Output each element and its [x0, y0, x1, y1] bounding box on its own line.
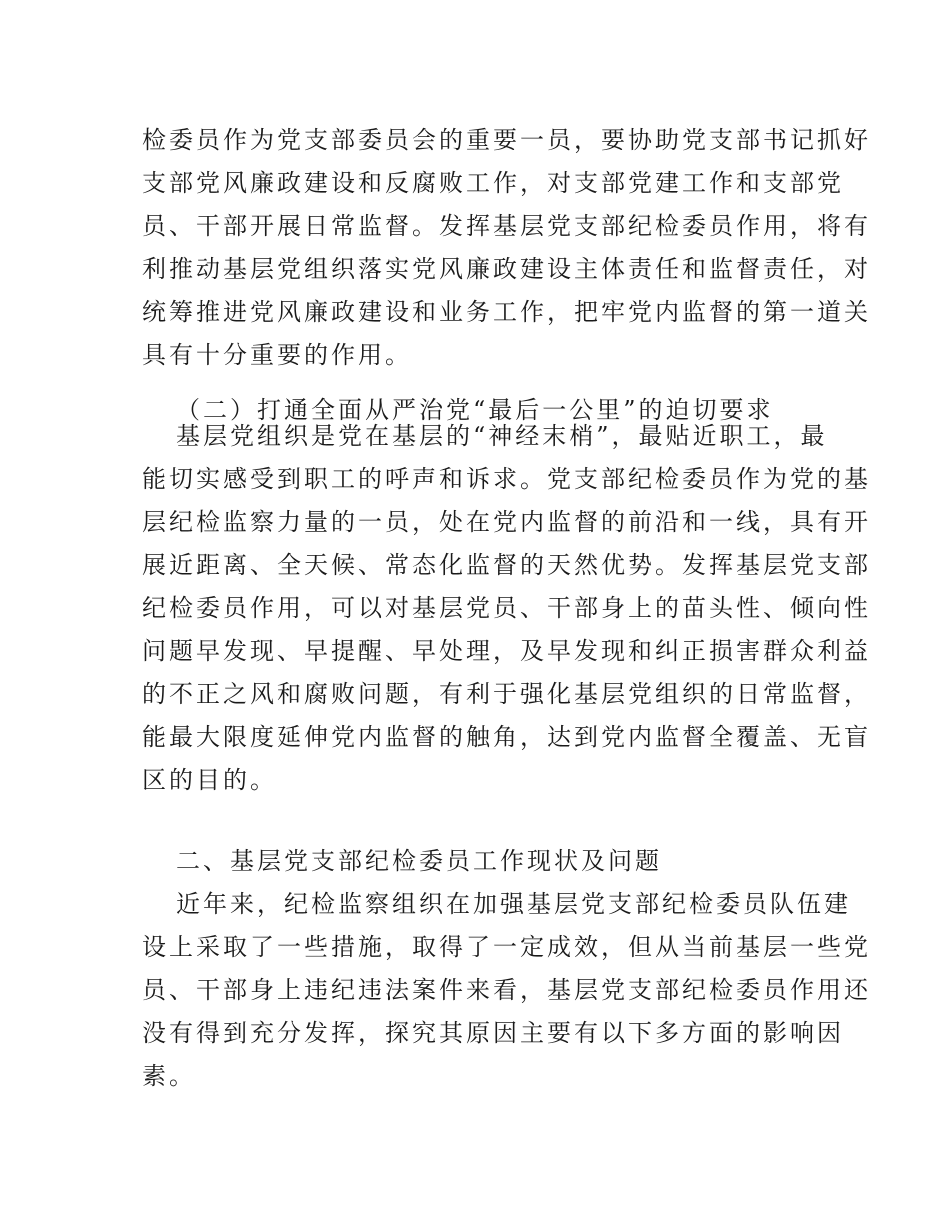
text-line: 层纪检监察力量的一员，处在党内监督的前沿和一线，具有开 — [142, 508, 871, 536]
text-line: 设上采取了一些措施，取得了一定成效，但从当前基层一些党 — [142, 933, 871, 961]
heading-text: 二、基层党支部纪检委员工作现状及问题 — [176, 847, 662, 875]
text-line: 能切实感受到职工的呼声和诉求。党支部纪检委员作为党的基 — [142, 465, 871, 493]
text-line: 素。 — [142, 1062, 196, 1090]
text-line: 基层党组织是党在基层的“神经末梢”，最贴近职工，最 — [176, 422, 828, 450]
paragraph-3 — [142, 883, 871, 1098]
paragraph-2 — [142, 415, 871, 802]
text-line: 利推动基层党组织落实党风廉政建设主体责任和监督责任，对 — [142, 255, 871, 283]
heading-text: （二）打通全面从严治党“最后一公里”的迫切要求 — [176, 396, 774, 424]
text-line: 员、干部身上违纪违法案件来看，基层党支部纪检委员作用还 — [142, 976, 871, 1004]
text-line: 没有得到充分发挥，探究其原因主要有以下多方面的影响因 — [142, 1019, 844, 1047]
text-line: 统筹推进党风廉政建设和业务工作，把牢党内监督的第一道关 — [142, 298, 871, 326]
section-heading-3 — [142, 840, 812, 883]
text-line: 员、干部开展日常监督。发挥基层党支部纪检委员作用，将有 — [142, 212, 871, 240]
text-line: 近年来，纪检监察组织在加强基层党支部纪检委员队伍建 — [176, 890, 851, 918]
text-line: 能最大限度延伸党内监督的触角，达到党内监督全覆盖、无盲 — [142, 723, 871, 751]
text-line: 展近距离、全天候、常态化监督的天然优势。发挥基层党支部 — [142, 551, 871, 579]
text-line: 区的目的。 — [142, 766, 277, 794]
text-line: 问题早发现、早提醒、早处理，及早发现和纠正损害群众利益 — [142, 637, 871, 665]
text-line: 的不正之风和腐败问题，有利于强化基层党组织的日常监督， — [142, 680, 871, 708]
text-line: 纪检委员作用，可以对基层党员、干部身上的苗头性、倾向性 — [142, 594, 871, 622]
paragraph-1 — [142, 119, 871, 377]
text-line: 支部党风廉政建设和反腐败工作，对支部党建工作和支部党 — [142, 169, 844, 197]
text-line: 检委员作为党支部委员会的重要一员，要协助党支部书记抓好 — [142, 126, 871, 154]
text-line: 具有十分重要的作用。 — [142, 341, 412, 369]
